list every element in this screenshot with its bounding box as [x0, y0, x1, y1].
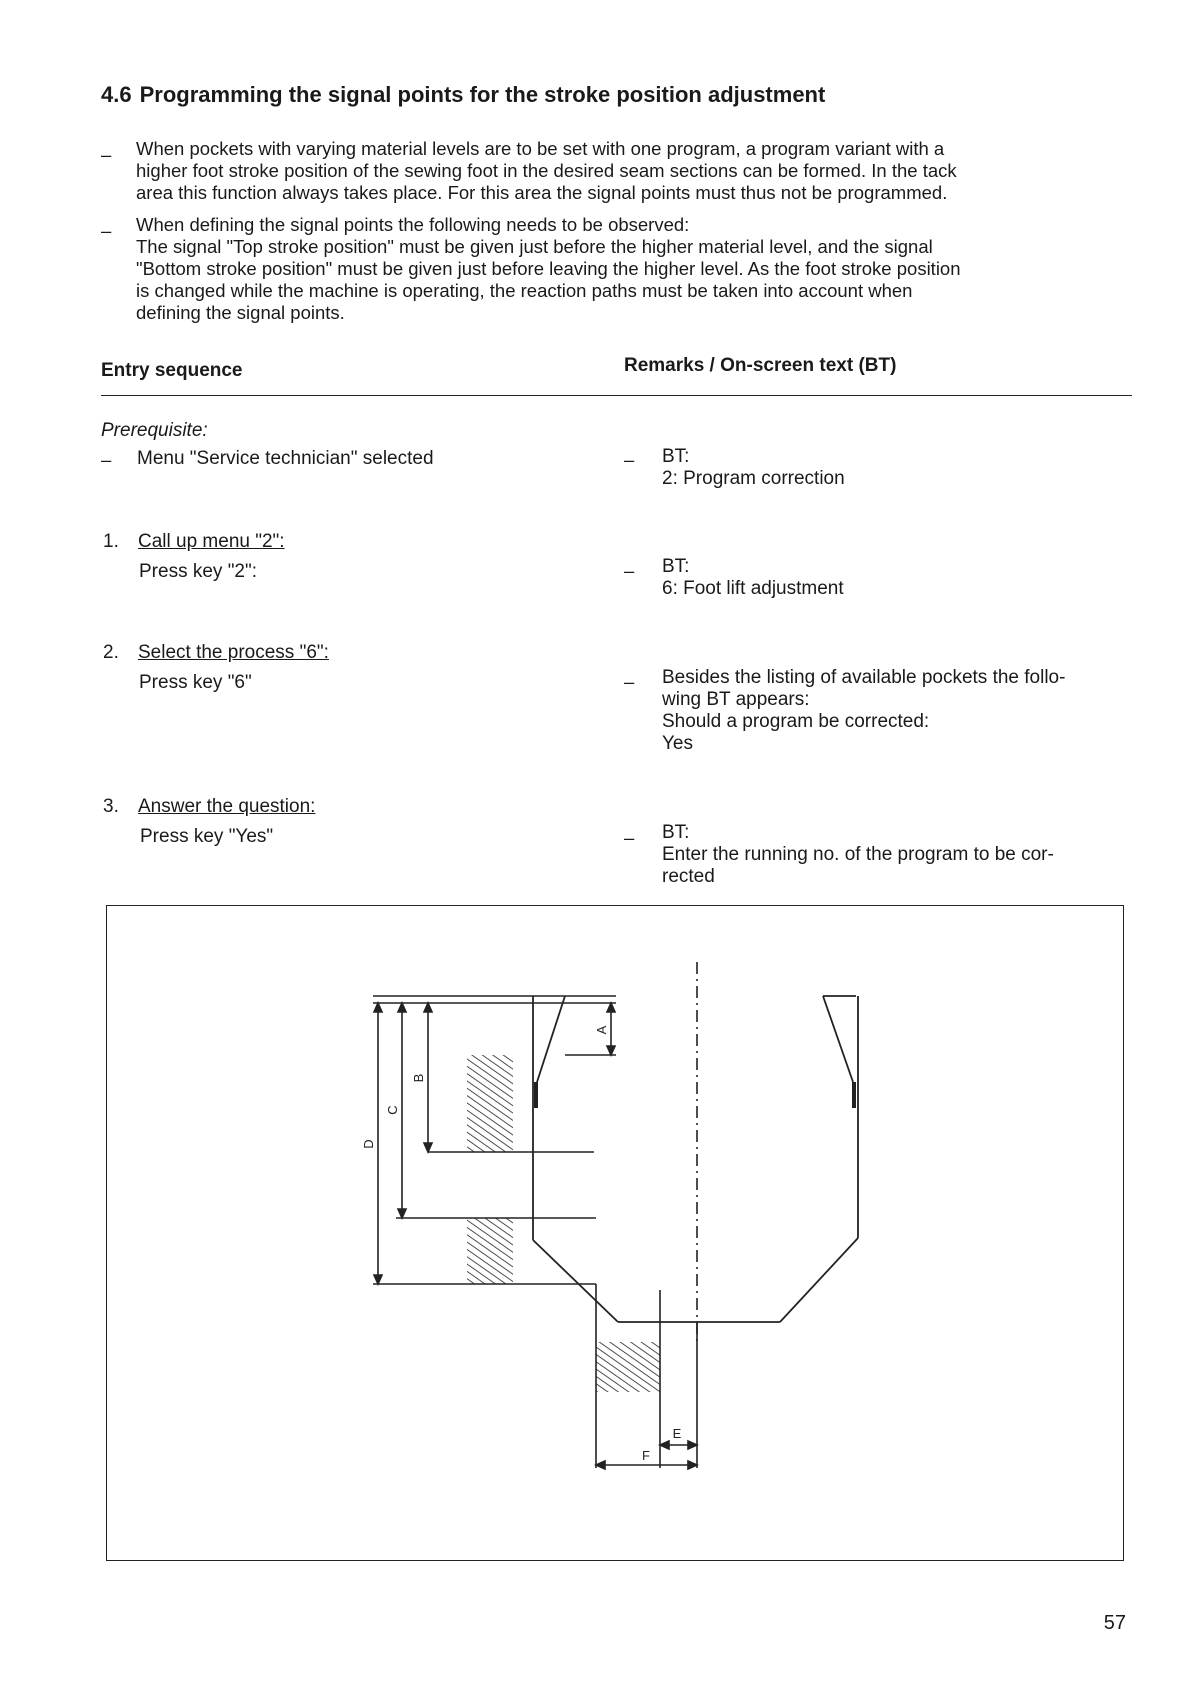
- intro-item-2-line-1: When defining the signal points the following needs to be observed:: [136, 214, 690, 235]
- prerequisite-label: Prerequisite:: [101, 420, 208, 441]
- prerequisite-item: Menu "Service technician" selected: [137, 448, 434, 469]
- hatch-bottom: [596, 1342, 660, 1392]
- step-1-remark-line-2: 6: Foot lift adjustment: [662, 578, 844, 599]
- hatch-upper: [467, 1055, 513, 1152]
- label-c: C: [385, 1105, 400, 1115]
- step-2-remark-line-4: Yes: [662, 733, 693, 754]
- step-3-title: Answer the question:: [138, 796, 316, 817]
- section-number: 4.6: [101, 82, 132, 107]
- step-2-remark-line-1: Besides the listing of available pockets the follo-: [662, 667, 1066, 688]
- intro-item-2-line-2: The signal "Top stroke position" must be given just before the higher material level, and the signal: [136, 236, 933, 257]
- step-2-action: Press key "6": [139, 672, 252, 693]
- step-3-action: Press key "Yes": [140, 826, 274, 847]
- step-2-title: Select the process "6":: [138, 642, 329, 663]
- entry-sequence-header: Entry sequence: [101, 360, 243, 381]
- step-3-remark-line-2: Enter the running no. of the program to be cor-: [662, 844, 1054, 865]
- prerequisite-dash: –: [101, 449, 112, 470]
- step-1-title: Call up menu "2":: [138, 531, 285, 552]
- intro-bullet-1-dash: –: [101, 144, 112, 165]
- intro-item-1-line-3: area this function always takes place. For this area the signal points must thus not be programmed.: [136, 182, 948, 203]
- prerequisite-remark-line-1: BT:: [662, 446, 690, 467]
- dimension-lines: [374, 1003, 697, 1469]
- step-3-number: 3.: [103, 796, 119, 817]
- step-1-remark-line-1: BT:: [662, 556, 690, 577]
- step-2-remark-dash: –: [624, 671, 635, 692]
- intro-item-2-line-5: defining the signal points.: [136, 302, 345, 323]
- left-foot-outline: [533, 996, 858, 1322]
- label-a: A: [594, 1025, 609, 1035]
- remarks-header: Remarks / On-screen text (BT): [624, 355, 897, 376]
- intro-item-1-line-1: When pockets with varying material levels are to be set with one program, a program variant with a: [136, 138, 945, 159]
- label-f: F: [642, 1448, 650, 1463]
- step-1-action: Press key "2":: [139, 561, 258, 582]
- hatch-lower: [467, 1218, 513, 1284]
- label-d: D: [361, 1139, 376, 1149]
- step-1-number: 1.: [103, 531, 119, 552]
- step-2-number: 2.: [103, 642, 119, 663]
- prerequisite-remark-line-2: 2: Program correction: [662, 468, 845, 489]
- step-2-remark-line-3: Should a program be corrected:: [662, 711, 930, 732]
- step-1-remark-dash: –: [624, 560, 635, 581]
- intro-bullet-2-dash: –: [101, 220, 112, 241]
- intro-item-1-line-2: higher foot stroke position of the sewing foot in the desired seam sections can be formed. In the tack: [136, 160, 957, 181]
- step-3-remark-line-3: rected: [662, 866, 715, 887]
- step-3-remark-dash: –: [624, 827, 635, 848]
- intro-item-2-line-4: is changed while the machine is operating, the reaction paths must be taken into account when: [136, 280, 913, 301]
- label-b: B: [411, 1073, 426, 1083]
- step-3-remark-line-1: BT:: [662, 822, 690, 843]
- step-2-remark-line-2: wing BT appears:: [662, 689, 810, 710]
- material-levels: [373, 996, 697, 1468]
- page-number: 57: [1103, 1612, 1126, 1634]
- prerequisite-remark-dash: –: [624, 449, 635, 470]
- intro-item-2-line-3: "Bottom stroke position" must be given just before leaving the higher level. As the foot stroke position: [136, 258, 961, 279]
- section-title: Programming the signal points for the stroke position adjustment: [139, 82, 826, 107]
- label-e: E: [672, 1426, 682, 1441]
